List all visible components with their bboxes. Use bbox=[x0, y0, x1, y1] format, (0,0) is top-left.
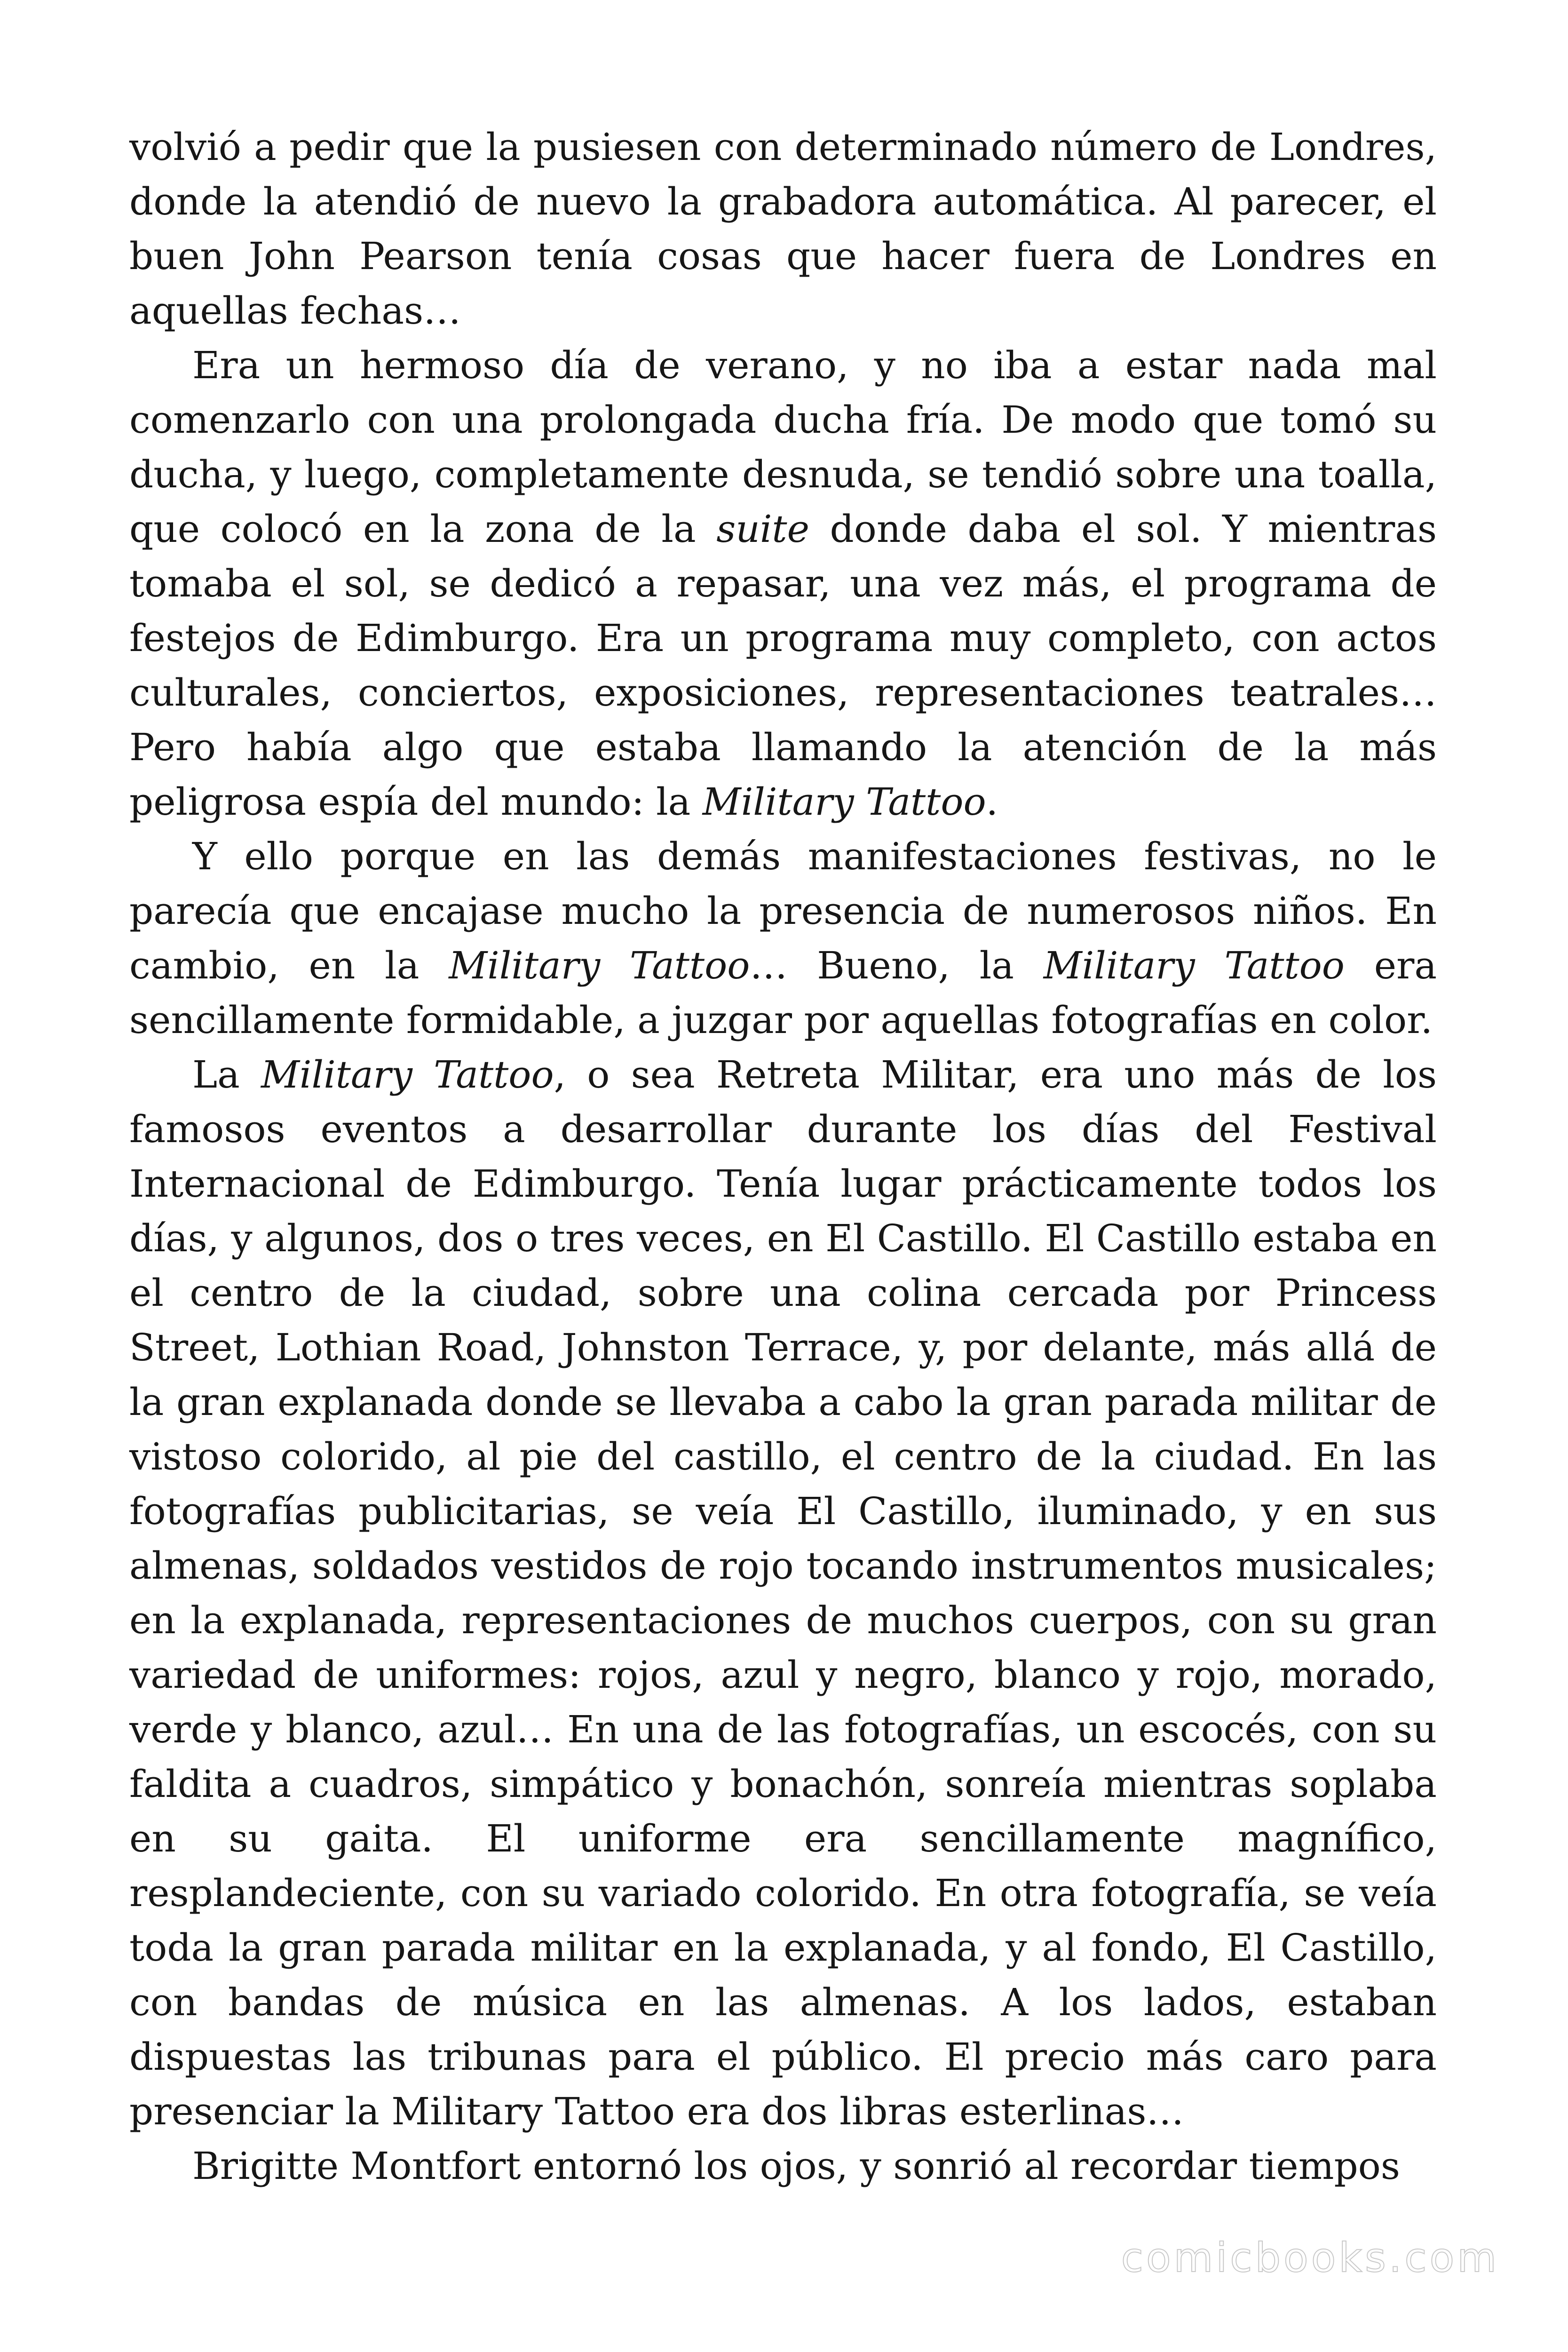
watermark: comicbooks.com bbox=[1121, 2234, 1499, 2281]
text-run: donde daba el sol. Y mientras tomaba el sol, se dedicó a repasar, una vez más, el programa de festejos de Edimburgo. Era un programa muy completo, con actos culturales, conciertos, exposiciones, representaciones teatrales… Pero había algo que estaba llamando la atención de la más peligrosa espía del mundo: la bbox=[129, 507, 1437, 824]
italic-text-run: Military Tattoo bbox=[261, 1053, 554, 1097]
italic-text-run: Military Tattoo bbox=[702, 780, 986, 824]
text-run: La bbox=[192, 1053, 261, 1097]
paragraph-4 bbox=[129, 1048, 1437, 2139]
text-run: era sencillamente formidable, a juzgar por aquellas fotografías en color. bbox=[129, 944, 1437, 1042]
paragraph-2 bbox=[129, 338, 1437, 829]
text-run: … Bueno, la bbox=[750, 944, 1044, 987]
paragraph-3 bbox=[129, 829, 1437, 1048]
text-run: . bbox=[986, 780, 998, 824]
text-run: Y ello porque en las demás manifestaciones festivas, no le parecía que encajase mucho la presencia de numerosos niños. En cambio, en la bbox=[129, 834, 1437, 987]
text-run: volvió a pedir que la pusiesen con determinado número de Londres, donde la atendió de nuevo la grabadora automática. Al parecer, el buen John Pearson tenía cosas que hacer fuera de Londres en aquellas fechas… bbox=[129, 125, 1437, 333]
paragraph-5 bbox=[129, 2139, 1437, 2193]
paragraph-1 bbox=[129, 120, 1437, 338]
italic-text-run: Military Tattoo bbox=[449, 944, 750, 987]
text-run: Brigitte Montfort entornó los ojos, y sonrió al recordar tiempos bbox=[192, 2144, 1400, 2188]
text-run: Era un hermoso día de verano, y no iba a estar nada mal comenzarlo con una prolongada ducha fría. De modo que tomó su ducha, y luego, completamente desnuda, se tendió sobre una toalla, que colocó en la zona de la bbox=[129, 343, 1437, 551]
italic-text-run: Military Tattoo bbox=[1043, 944, 1345, 987]
book-page-text bbox=[129, 120, 1437, 2193]
text-run: , o sea Retreta Militar, era uno más de los famosos eventos a desarrollar durante los días del Festival Internacional de Edimburgo. Tenía lugar prácticamente todos los días, y algunos, dos o tres veces, en El Castillo. El Castillo estaba en el centro de la ciudad, sobre una colina cercada por Princess Street, Lothian Road, Johnston Terrace, y, por delante, más allá de la gran explanada donde se llevaba a cabo la gran parada militar de vistoso colorido, al pie del castillo, el centro de la ciudad. En las fotografías publicitarias, se veía El Castillo, iluminado, y en sus almenas, soldados vestidos de rojo tocando instrumentos musicales; en la explanada, representaciones de muchos cuerpos, con su gran variedad de uniformes: rojos, azul y negro, blanco y rojo, morado, verde y blanco, azul… En una de las fotografías, un escocés, con su faldita a cuadros, simpático y bonachón, sonreía mientras soplaba en su gaita. El uniforme era sencillamente magnífico, resplandeciente, con su variado colorido. En otra fotografía, se veía toda la gran parada militar en la explanada, y al fondo, El Castillo, con bandas de música en las almenas. A los lados, estaban dispuestas las tribunas para el público. El precio más caro para presenciar la Military Tattoo era dos libras esterlinas… bbox=[129, 1053, 1437, 2133]
italic-text-run: suite bbox=[716, 507, 809, 551]
